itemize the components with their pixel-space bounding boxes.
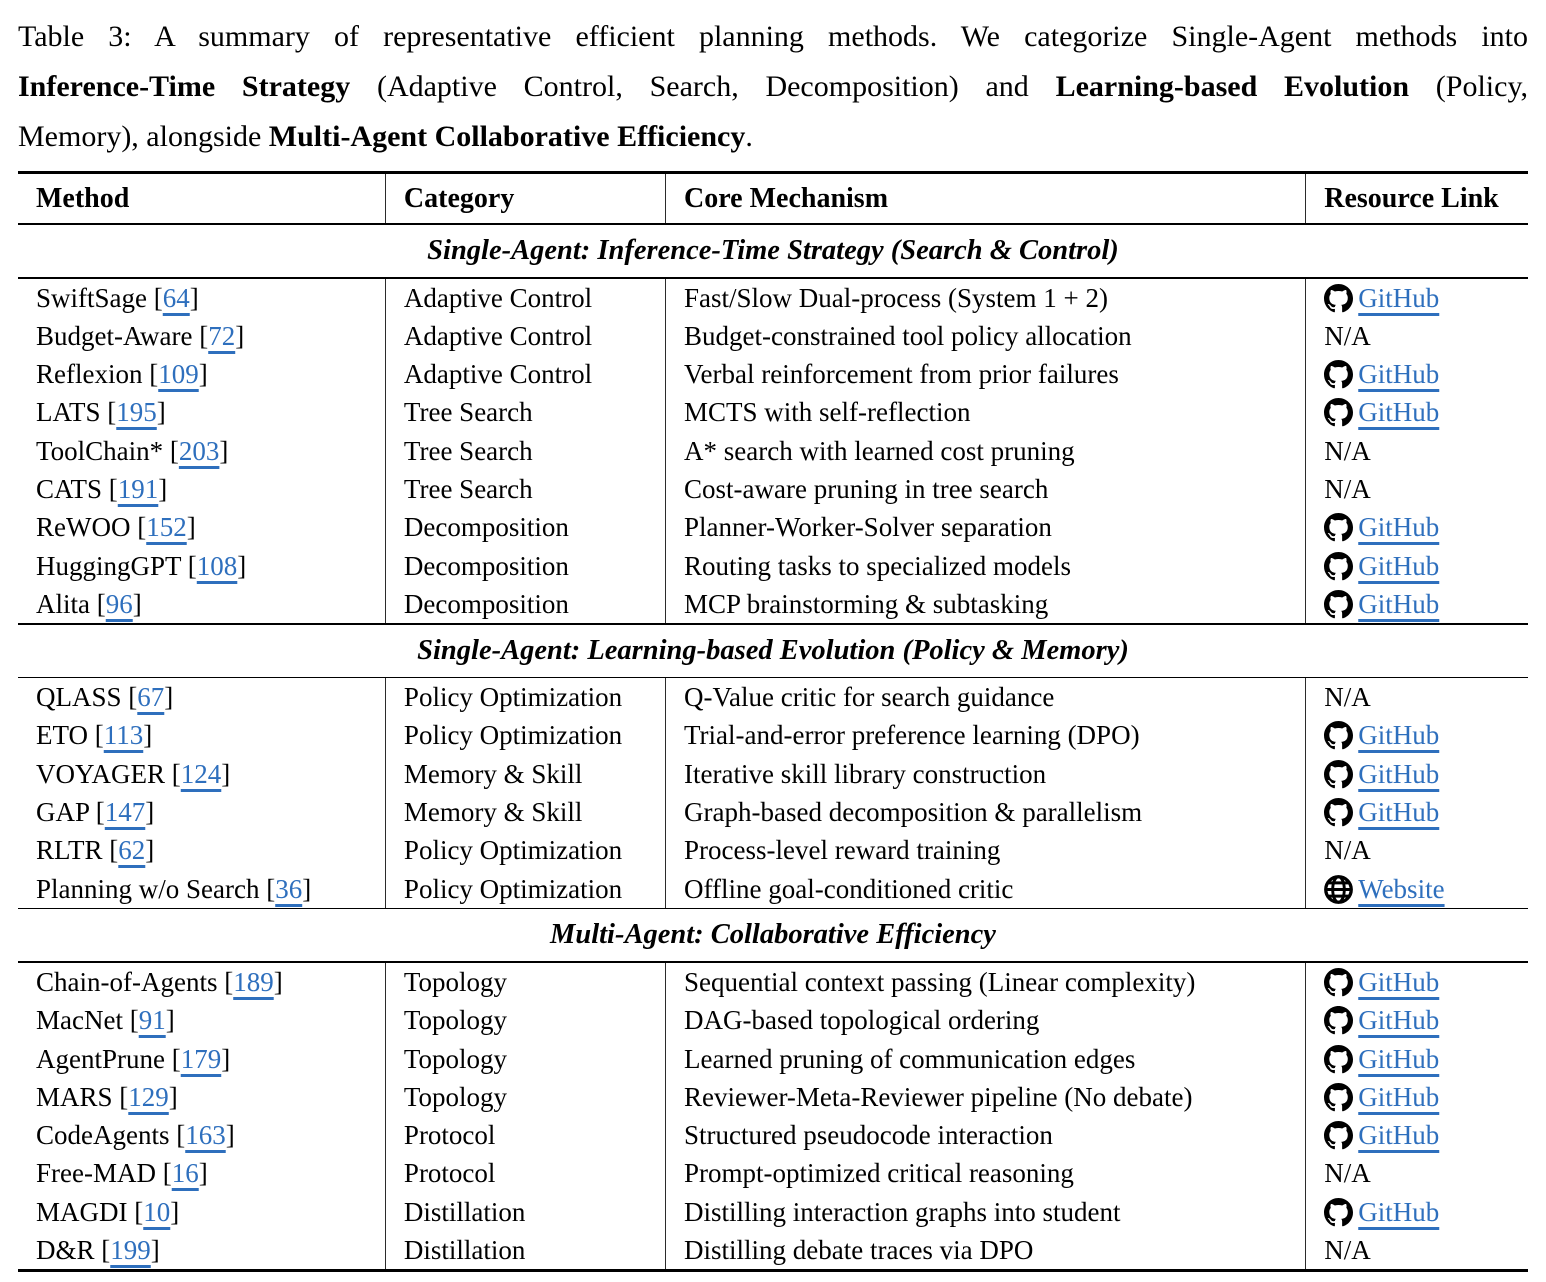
method-name: D&R — [36, 1235, 102, 1266]
resource-na: N/A — [1324, 1235, 1371, 1266]
method-cell — [18, 547, 385, 585]
github-icon — [1324, 793, 1353, 831]
category-cell: Decomposition — [385, 547, 665, 585]
category-cell: Protocol — [385, 1154, 665, 1192]
table-row — [18, 547, 1528, 585]
resource-cell — [1305, 1078, 1528, 1116]
table-row — [18, 755, 1528, 793]
resource-na: N/A — [1324, 320, 1371, 351]
method-name: QLASS — [36, 682, 129, 713]
citation-link[interactable]: 147 — [104, 797, 146, 828]
citation-link[interactable]: 191 — [117, 473, 159, 504]
github-icon — [1324, 1001, 1353, 1039]
category-cell: Memory & Skill — [385, 793, 665, 831]
citation-link[interactable]: 189 — [233, 966, 274, 997]
resource-cell — [1305, 1116, 1528, 1154]
github-icon — [1324, 585, 1353, 623]
citation-bracket-open: [ — [119, 1081, 129, 1112]
github-icon — [1324, 1116, 1353, 1154]
category-cell: Topology — [385, 1040, 665, 1078]
resource-cell — [1305, 678, 1528, 716]
github-link[interactable]: GitHub — [1324, 1120, 1439, 1150]
mechanism-cell: Graph-based decomposition & parallelism — [665, 793, 1305, 831]
method-cell — [18, 432, 385, 470]
citation-link[interactable]: 109 — [158, 359, 199, 390]
mechanism-cell: Planner-Worker-Solver separation — [665, 508, 1305, 546]
resource-na: N/A — [1324, 435, 1371, 466]
method-cell — [18, 1193, 385, 1231]
caption-text: Memory), alongside — [18, 120, 269, 153]
github-icon — [1324, 547, 1353, 585]
section-header-learning: Single-Agent: Learning-based Evolution (Policy & Memory) — [417, 634, 1129, 666]
section-header-multiagent: Multi-Agent: Collaborative Efficiency — [550, 919, 996, 951]
citation-bracket-open: [ — [169, 435, 179, 466]
method-name: MARS — [36, 1081, 120, 1112]
method-name: Free-MAD — [36, 1158, 163, 1189]
category-cell: Topology — [385, 1001, 665, 1039]
table-row — [18, 470, 1528, 508]
resource-cell — [1305, 1231, 1528, 1269]
table-row — [18, 393, 1528, 431]
github-link[interactable]: GitHub — [1324, 589, 1439, 619]
table-row — [18, 870, 1528, 908]
method-name: VOYAGER — [36, 758, 172, 789]
citation-bracket-open: [ — [187, 550, 197, 581]
github-link[interactable]: GitHub — [1324, 1197, 1439, 1227]
resource-cell — [1305, 585, 1528, 623]
github-link[interactable]: GitHub — [1324, 797, 1439, 827]
citation-bracket-close: ] — [221, 1043, 231, 1074]
category-cell: Distillation — [385, 1231, 665, 1269]
website-link[interactable]: Website — [1324, 874, 1444, 904]
citation-bracket-open: [ — [149, 359, 159, 390]
citation-bracket-open: [ — [171, 758, 181, 789]
method-cell — [18, 755, 385, 793]
method-name: MacNet — [36, 1005, 130, 1036]
method-name: Reflexion — [36, 359, 150, 390]
mechanism-cell: Prompt-optimized critical reasoning — [665, 1154, 1305, 1192]
caption-line-3 — [18, 112, 1528, 162]
github-link[interactable]: GitHub — [1324, 1044, 1439, 1074]
citation-link[interactable]: 113 — [103, 720, 144, 751]
method-cell — [18, 508, 385, 546]
caption-text: (Adaptive Control, Search, Decomposition) and — [350, 70, 1056, 103]
table-row — [18, 1116, 1528, 1154]
resource-na: N/A — [1324, 835, 1371, 866]
table-row — [18, 279, 1528, 317]
citation-bracket-close: ] — [198, 359, 208, 390]
table-row — [18, 963, 1528, 1001]
caption-text: . — [745, 120, 753, 153]
method-cell — [18, 279, 385, 317]
github-link[interactable]: GitHub — [1324, 397, 1439, 427]
mechanism-cell: MCTS with self-reflection — [665, 393, 1305, 431]
resource-cell — [1305, 831, 1528, 869]
table-row — [18, 1193, 1528, 1231]
github-icon — [1324, 1193, 1353, 1231]
citation-bracket-close: ] — [168, 1081, 178, 1112]
category-cell: Policy Optimization — [385, 716, 665, 754]
table-row — [18, 678, 1528, 716]
category-cell: Memory & Skill — [385, 755, 665, 793]
section-rows-multiagent — [18, 963, 1528, 1269]
citation-bracket-close: ] — [235, 320, 245, 351]
citation-link[interactable]: 72 — [208, 320, 236, 351]
method-name: ETO — [36, 720, 95, 751]
citation-bracket-close: ] — [164, 682, 174, 713]
method-name: Alita — [36, 588, 97, 619]
method-cell — [18, 716, 385, 754]
citation-link[interactable]: 129 — [128, 1081, 169, 1112]
caption-line-1 — [18, 12, 1528, 62]
github-link[interactable]: GitHub — [1324, 1082, 1439, 1112]
citation-bracket-close: ] — [186, 512, 196, 543]
citation-link[interactable]: 91 — [138, 1005, 166, 1036]
method-cell — [18, 870, 385, 908]
section-rows-inference — [18, 279, 1528, 624]
section-header-inference: Single-Agent: Inference-Time Strategy (Search & Control) — [427, 235, 1119, 266]
category-cell: Decomposition — [385, 585, 665, 623]
resource-cell — [1305, 432, 1528, 470]
citation-bracket-close: ] — [158, 473, 168, 504]
citation-link[interactable]: 96 — [105, 588, 133, 619]
table-caption — [18, 12, 1528, 162]
method-cell — [18, 393, 385, 431]
mechanism-cell: Trial-and-error preference learning (DPO) — [665, 716, 1305, 754]
github-icon — [1324, 963, 1353, 1001]
citation-bracket-close: ] — [156, 397, 166, 428]
citation-link[interactable]: 199 — [110, 1235, 151, 1266]
mechanism-cell: Structured pseudocode interaction — [665, 1116, 1305, 1154]
mechanism-cell: Cost-aware pruning in tree search — [665, 470, 1305, 508]
mechanism-cell: Reviewer-Meta-Reviewer pipeline (No debate) — [665, 1078, 1305, 1116]
col-header-category: Category — [385, 174, 665, 223]
citation-bracket-open: [ — [199, 320, 209, 351]
method-name: ReWOO — [36, 512, 138, 543]
citation-bracket-open: [ — [108, 473, 118, 504]
citation-bracket-close: ] — [150, 1235, 160, 1266]
resource-cell — [1305, 317, 1528, 355]
citation-bracket-close: ] — [165, 1005, 175, 1036]
globe-icon — [1324, 870, 1353, 908]
col-header-resource: Resource Link — [1305, 174, 1528, 223]
table-row — [18, 831, 1528, 869]
citation-bracket-close: ] — [221, 758, 231, 789]
citation-bracket-close: ] — [143, 720, 153, 751]
citation-link[interactable]: 10 — [143, 1196, 171, 1227]
category-cell: Topology — [385, 1078, 665, 1116]
resource-cell — [1305, 393, 1528, 431]
table-row — [18, 716, 1528, 754]
mechanism-cell: Learned pruning of communication edges — [665, 1040, 1305, 1078]
caption-line-2 — [18, 62, 1528, 112]
method-name: HuggingGPT — [36, 550, 188, 581]
method-name: Budget-Aware — [36, 320, 200, 351]
mechanism-cell: Routing tasks to specialized models — [665, 547, 1305, 585]
github-icon — [1324, 393, 1353, 431]
citation-bracket-close: ] — [225, 1120, 235, 1151]
citation-bracket-open: [ — [224, 966, 234, 997]
resource-cell — [1305, 793, 1528, 831]
citation-link[interactable]: 62 — [118, 835, 146, 866]
resource-na: N/A — [1324, 682, 1371, 713]
col-header-mechanism: Core Mechanism — [665, 174, 1305, 223]
citation-bracket-open: [ — [137, 512, 147, 543]
citation-bracket-close: ] — [219, 435, 229, 466]
github-icon — [1324, 716, 1353, 754]
github-icon — [1324, 508, 1353, 546]
table-row — [18, 432, 1528, 470]
citation-bracket-open: [ — [266, 873, 276, 904]
category-cell: Tree Search — [385, 432, 665, 470]
table-bottom-rule — [18, 1269, 1528, 1272]
category-cell: Policy Optimization — [385, 678, 665, 716]
github-icon — [1324, 1078, 1353, 1116]
github-link[interactable]: GitHub — [1324, 720, 1439, 750]
citation-bracket-close: ] — [198, 1158, 208, 1189]
github-link[interactable]: GitHub — [1324, 759, 1439, 789]
citation-link[interactable]: 179 — [180, 1043, 222, 1074]
category-cell: Adaptive Control — [385, 317, 665, 355]
methods-table — [18, 171, 1528, 1272]
method-name: RLTR — [36, 835, 110, 866]
method-name: AgentPrune — [36, 1043, 172, 1074]
resource-cell — [1305, 716, 1528, 754]
citation-link[interactable]: 124 — [180, 758, 222, 789]
resource-na: N/A — [1324, 473, 1371, 504]
mechanism-cell: Verbal reinforcement from prior failures — [665, 355, 1305, 393]
method-cell — [18, 355, 385, 393]
method-cell — [18, 831, 385, 869]
table-row — [18, 355, 1528, 393]
caption-bold-learning: Learning-based Evolution — [1055, 70, 1410, 103]
category-cell: Adaptive Control — [385, 355, 665, 393]
github-icon — [1324, 279, 1353, 317]
github-link[interactable]: GitHub — [1324, 512, 1439, 542]
mechanism-cell: MCP brainstorming & subtasking — [665, 585, 1305, 623]
category-cell: Adaptive Control — [385, 279, 665, 317]
caption-text: Table 3: A summary of representative efficient planning methods. We categorize Single-Agent methods into — [18, 20, 1528, 53]
citation-link[interactable]: 16 — [171, 1158, 199, 1189]
mechanism-cell: Distilling debate traces via DPO — [665, 1231, 1305, 1269]
category-cell: Distillation — [385, 1193, 665, 1231]
citation-bracket-open: [ — [101, 1235, 111, 1266]
mechanism-cell: Budget-constrained tool policy allocation — [665, 317, 1305, 355]
method-name: ToolChain* — [36, 435, 170, 466]
caption-bold-inference: Inference-Time Strategy — [18, 70, 351, 103]
resource-cell — [1305, 547, 1528, 585]
method-cell — [18, 470, 385, 508]
github-link[interactable]: GitHub — [1324, 551, 1439, 581]
citation-link[interactable]: 108 — [196, 550, 238, 581]
method-name: Planning w/o Search — [36, 873, 267, 904]
method-name: SwiftSage — [36, 282, 154, 313]
citation-bracket-open: [ — [171, 1043, 181, 1074]
table-row — [18, 585, 1528, 623]
resource-cell — [1305, 963, 1528, 1001]
resource-na: N/A — [1324, 1158, 1371, 1189]
resource-cell — [1305, 470, 1528, 508]
mechanism-cell: A* search with learned cost pruning — [665, 432, 1305, 470]
citation-link[interactable]: 64 — [162, 282, 190, 313]
caption-bold-multiagent: Multi-Agent Collaborative Efficiency — [268, 120, 746, 153]
method-name: LATS — [36, 397, 108, 428]
citation-bracket-close: ] — [145, 835, 155, 866]
mechanism-cell: Fast/Slow Dual-process (System 1 + 2) — [665, 279, 1305, 317]
method-cell — [18, 585, 385, 623]
resource-cell — [1305, 1154, 1528, 1192]
category-cell: Tree Search — [385, 393, 665, 431]
method-cell — [18, 1154, 385, 1192]
method-name: Chain-of-Agents — [36, 966, 225, 997]
table-row — [18, 1231, 1528, 1269]
citation-link[interactable]: 163 — [185, 1120, 226, 1151]
method-name: CATS — [36, 473, 109, 504]
github-icon — [1324, 355, 1353, 393]
table-row — [18, 793, 1528, 831]
method-cell — [18, 1078, 385, 1116]
github-link[interactable]: GitHub — [1324, 967, 1439, 997]
method-name: MAGDI — [36, 1196, 135, 1227]
resource-cell — [1305, 1040, 1528, 1078]
citation-bracket-open: [ — [96, 588, 106, 619]
table-row — [18, 1154, 1528, 1192]
resource-cell — [1305, 355, 1528, 393]
method-cell — [18, 1040, 385, 1078]
method-cell — [18, 793, 385, 831]
resource-cell — [1305, 279, 1528, 317]
method-cell — [18, 317, 385, 355]
citation-bracket-open: [ — [153, 282, 163, 313]
citation-bracket-close: ] — [145, 797, 155, 828]
citation-bracket-close: ] — [273, 966, 283, 997]
citation-bracket-close: ] — [237, 550, 247, 581]
category-cell: Decomposition — [385, 508, 665, 546]
citation-bracket-open: [ — [107, 397, 117, 428]
method-cell — [18, 1001, 385, 1039]
table-row — [18, 1040, 1528, 1078]
citation-bracket-open: [ — [128, 682, 138, 713]
citation-link[interactable]: 152 — [146, 512, 187, 543]
method-cell — [18, 678, 385, 716]
github-link[interactable]: GitHub — [1324, 283, 1439, 313]
citation-bracket-close: ] — [170, 1196, 180, 1227]
category-cell: Policy Optimization — [385, 870, 665, 908]
resource-cell — [1305, 1193, 1528, 1231]
table-header-row — [18, 174, 1528, 223]
citation-bracket-open: [ — [129, 1005, 139, 1036]
col-header-method: Method — [36, 183, 130, 214]
category-cell: Topology — [385, 963, 665, 1001]
resource-cell — [1305, 755, 1528, 793]
resource-cell — [1305, 870, 1528, 908]
table-row — [18, 1078, 1528, 1116]
resource-cell — [1305, 1001, 1528, 1039]
caption-text: (Policy, — [1409, 70, 1529, 103]
citation-bracket-open: [ — [176, 1120, 186, 1151]
github-link[interactable]: GitHub — [1324, 359, 1439, 389]
mechanism-cell: Iterative skill library construction — [665, 755, 1305, 793]
table-row — [18, 1001, 1528, 1039]
mechanism-cell: Process-level reward training — [665, 831, 1305, 869]
resource-cell — [1305, 508, 1528, 546]
citation-bracket-open: [ — [134, 1196, 144, 1227]
citation-bracket-open: [ — [94, 720, 104, 751]
category-cell: Policy Optimization — [385, 831, 665, 869]
method-cell — [18, 1116, 385, 1154]
mechanism-cell: Offline goal-conditioned critic — [665, 870, 1305, 908]
mechanism-cell: Sequential context passing (Linear complexity) — [665, 963, 1305, 1001]
mechanism-cell: DAG-based topological ordering — [665, 1001, 1305, 1039]
citation-link[interactable]: 203 — [178, 435, 220, 466]
table-row — [18, 317, 1528, 355]
citation-link[interactable]: 195 — [116, 397, 157, 428]
citation-link[interactable]: 36 — [275, 873, 303, 904]
category-cell: Tree Search — [385, 470, 665, 508]
citation-bracket-open: [ — [109, 835, 119, 866]
mechanism-cell: Q-Value critic for search guidance — [665, 678, 1305, 716]
mechanism-cell: Distilling interaction graphs into student — [665, 1193, 1305, 1231]
github-link[interactable]: GitHub — [1324, 1005, 1439, 1035]
citation-bracket-open: [ — [162, 1158, 172, 1189]
citation-bracket-close: ] — [189, 282, 199, 313]
section-rows-learning — [18, 678, 1528, 908]
method-cell — [18, 963, 385, 1001]
method-name: GAP — [36, 797, 96, 828]
citation-bracket-close: ] — [132, 588, 142, 619]
category-cell: Protocol — [385, 1116, 665, 1154]
citation-bracket-open: [ — [95, 797, 105, 828]
method-name: CodeAgents — [36, 1120, 177, 1151]
method-cell — [18, 1231, 385, 1269]
citation-bracket-close: ] — [302, 873, 312, 904]
citation-link[interactable]: 67 — [137, 682, 165, 713]
table-row — [18, 508, 1528, 546]
github-icon — [1324, 1040, 1353, 1078]
github-icon — [1324, 755, 1353, 793]
